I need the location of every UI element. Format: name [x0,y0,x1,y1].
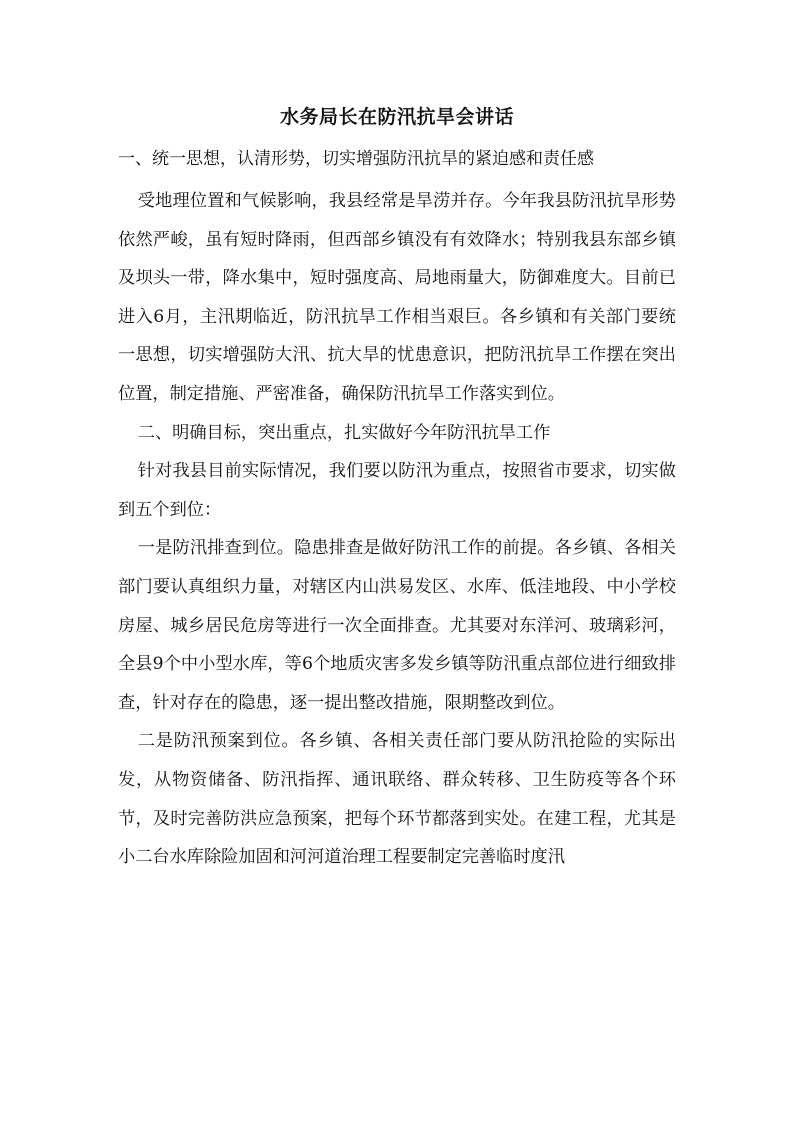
document-body [118,182,676,877]
section-heading-1: 一、统一思想，认清形势，切实增强防汛抗旱的紧迫感和责任感 [118,149,594,169]
paragraph-3: 一是防汛排查到位。隐患排查是做好防汛工作的前提。各乡镇、各相关部门要认真组织力量，对辖区内山洪易发区、水库、低洼地段、中小学校房屋、城乡居民危房等进行一次全面排查。尤其要对东洋河、玻璃彩河，全县9个中小型水库，等6个地质灾害多发乡镇等防汛重点部位进行细致排查，针对存在的隐患，逐一提出整改措施，限期整改到位。 [118,538,676,713]
section-heading-2: 二、明确目标，突出重点，扎实做好今年防汛抗旱工作 [137,422,551,443]
document-title: 水务局长在防汛抗旱会讲话 [279,106,514,128]
paragraph-4: 二是防汛预案到位。各乡镇、各相关责任部门要从防汛抢险的实际出发，从物资储备、防汛指挥、通讯联络、群众转移、卫生防疫等各个环节，及时完善防洪应急预案，把每个环节都落到实处。在建工程，尤其是小二台水库除险加固和河河道治理工程要制定完善临时度汛 [118,731,676,868]
paragraph-2: 针对我县目前实际情况，我们要以防汛为重点，按照省市要求，切实做到五个到位： [118,461,676,520]
paragraph-1: 受地理位置和气候影响，我县经常是旱涝并存。今年我县防汛抗旱形势依然严峻，虽有短时降雨，但西部乡镇没有有效降水；特别我县东部乡镇及坝头一带，降水集中，短时强度高、局地雨量大，防御难度大。目前已进入6月，主汛期临近，防汛抗旱工作相当艰巨。各乡镇和有关部门要统一思想，切实增强防大汛、抗大旱的忧患意识，把防汛抗旱工作摆在突出位置，制定措施、严密准备，确保防汛抗旱工作落实到位。 [118,191,676,404]
